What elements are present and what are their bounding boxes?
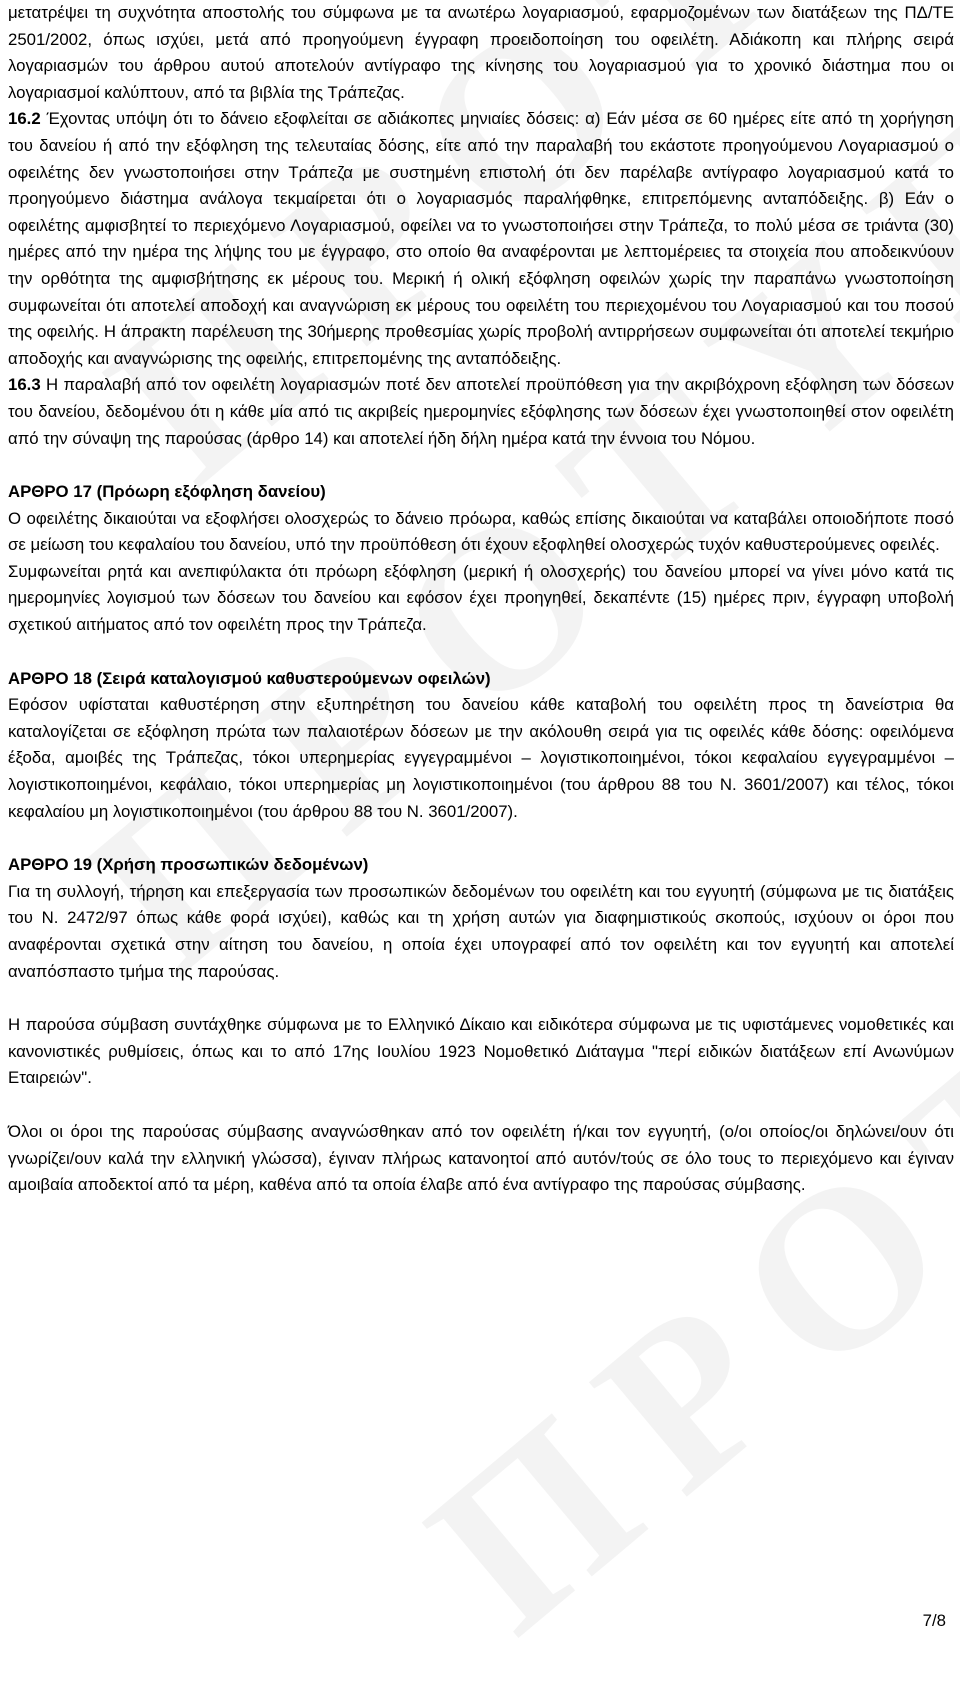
paragraph-16-2 <box>8 106 954 372</box>
article-17-heading: ΑΡΘΡΟ 17 (Πρόωρη εξόφληση δανείου) <box>8 482 326 502</box>
page-number: 7/8 <box>922 1611 946 1630</box>
article-18-heading: ΑΡΘΡΟ 18 (Σειρά καταλογισμού καθυστερούμενων οφειλών) <box>8 668 491 688</box>
paragraph-16-3 <box>8 372 954 452</box>
document-page <box>8 0 954 1199</box>
article-19-heading: ΑΡΘΡΟ 19 (Χρήση προσωπικών δεδομένων) <box>8 855 369 875</box>
clause-text: Έχοντας υπόψη ότι το δάνειο εξοφλείται σε αδιάκοπες μηνιαίες δόσεις: α) Εάν μέσα σε 60 ημέρες είτε από τη χορήγηση του δανείου ή από την εξόφληση της τελευταίας δόσης, είτε από την παραλαβή του εκάστοτε προηγούμενου Λογαριασμού ο οφειλέτης δεν γνωστοποιήσει στην Τράπεζα με συστημένη επιστολή ότι δεν παρέλαβε αντίγραφο λογαριασμού κατά το προηγούμενο διάστημα ανάλογα τεκμαίρεται ότι ο λογαριασμός παραλήφθηκε, επιτρεπόμενης ανταπόδειξης. β) Εάν ο οφειλέτης αμφισβητεί το περιεχόμενο Λογαριασμού, οφείλει να το γνωστοποιήσει στην Τράπεζα, το πολύ μέσα σε τριάντα (30) ημέρες από την ημέρα της λήψης του με έγγραφο, στο οποίο θα αναφέρονται με λεπτομέρειες τα στοιχεία που αποδεικνύουν την ορθότητα της αμφισβήτησης εκ μέρους του. Μερική ή ολική εξόφληση οφειλών χωρίς την παραπάνω γνωστοποίηση συμφωνείται ότι αποτελεί αποδοχή και αναγνώριση εκ μέρους του οφειλέτη του περιεχομένου του Λογαριασμού και του ποσού της οφειλής. Η άπρακτη παρέλευση της 30ήμερης προθεσμίας χωρίς προβολή αντιρρήσεων συμφωνείται ότι αποτελεί τεκμήριο αποδοχής και αναγνώρισης της οφειλής, επιτρεπομένης της ανταπόδειξης. <box>8 109 954 368</box>
clause-number: 16.2 <box>8 109 41 129</box>
article-17-paragraph: Ο οφειλέτης δικαιούται να εξοφλήσει ολοσχερώς το δάνειο πρόωρα, καθώς επίσης δικαιούται να καταβάλει οποιοδήποτε ποσό σε μείωση του κεφαλαίου του δανείου, υπό την προϋπόθεση ότι έχουν εξοφληθεί ολοσχερώς τυχόν καθυστερούμενες οφειλές. <box>8 508 954 555</box>
paragraph-16-1-continuation: μετατρέψει τη συχνότητα αποστολής του σύμφωνα με τα ανωτέρω λογαριασμού, εφαρμοζομένων των διατάξεων της ΠΔ/ΤΕ 2501/2002, όπως ισχύει, μετά από προηγούμενη έγγραφη προειδοποίηση του οφειλέτη. Αδιάκοπη και πλήρης σειρά λογαριασμών του άρθρου αυτού αποτελούν αντίγραφο της κίνησης του λογαριασμού για το χρονικό διάστημα που οι λογαριασμοί καλύπτουν, από τα βιβλία της Τράπεζας. <box>8 3 954 102</box>
closing-paragraph: Η παρούσα σύμβαση συντάχθηκε σύμφωνα με το Ελληνικό Δίκαιο και ειδικότερα σύμφωνα με τις υφιστάμενες νομοθετικές και κανονιστικές ρυθμίσεις, όπως και το από 17ης Ιουλίου 1923 Νομοθετικό Διάταγμα "περί ειδικών διατάξεων επί Ανωνύμων Εταιρειών". <box>8 1015 954 1088</box>
article-18-paragraph: Εφόσον υφίσταται καθυστέρηση στην εξυπηρέτηση του δανείου κάθε καταβολή του οφειλέτη προς τη δανείστρια θα καταλογίζεται σε εξόφληση πρώτα των παλαιοτέρων δόσεων με την ακόλουθη σειρά για τις οφειλές κάθε δόσης: οφειλόμενα έξοδα, αμοιβές της Τράπεζας, τόκοι υπερημερίας εγγεγραμμένοι – λογιστικοποιημένοι, τόκοι κεφαλαίου εγγεγραμμένοι – λογιστικοποιημένοι, κεφάλαιο, τόκοι υπερημερίας μη λογιστικοποιημένοι (του άρθρου 88 του Ν. 3601/2007) και τέλος, τόκοι κεφαλαίου μη λογιστικοποιημένοι (του άρθρου 88 του Ν. 3601/2007). <box>8 695 954 821</box>
article-19-paragraph: Για τη συλλογή, τήρηση και επεξεργασία των προσωπικών δεδομένων του οφειλέτη και του εγγυητή (σύμφωνα με τις διατάξεις του Ν. 2472/97 όπως κάθε φορά ισχύει), καθώς και τη χρήση αυτών για διαφημιστικούς σκοπούς, ισχύουν οι όροι που αναφέρονται σχετικά στην αίτηση του δανείου, η οποία έχει υπογραφεί από τον οφειλέτη και τον εγγυητή και αποτελεί αναπόσπαστο τμήμα της παρούσας. <box>8 881 954 981</box>
clause-text: Η παραλαβή από τον οφειλέτη λογαριασμών ποτέ δεν αποτελεί προϋπόθεση για την ακριβόχρονη εξόφληση των δόσεων του δανείου, δεδομένου ότι η κάθε μία από τις ακριβείς ημερομηνίες εξόφλησης των δόσεων έχει γνωστοποιηθεί στον οφειλέτη από την σύναψη της παρούσας (άρθρο 14) και αποτελεί ήδη δήλη ημέρα κατά την έννοια του Νόμου. <box>8 375 954 448</box>
article-17-paragraph: Συμφωνείται ρητά και ανεπιφύλακτα ότι πρόωρη εξόφληση (μερική ή ολοσχερής) του δανείου μπορεί να γίνει μόνο κατά τις ημερομηνίες λογισμού των δόσεων του δανείου και εφόσον έχει προηγηθεί, δεκαπέντε (15) ημέρες πριν, έγγραφη υποβολή σχετικού αιτήματος από τον οφειλέτη προς την Τράπεζα. <box>8 561 954 635</box>
clause-number: 16.3 <box>8 375 41 395</box>
closing-paragraph: Όλοι οι όροι της παρούσας σύμβασης αναγνώσθηκαν από τον οφειλέτη ή/και τον εγγυητή, (ο/οι οποίος/οι δηλώνει/ουν ότι γνωρίζει/ουν καλά την ελληνική γλώσσα), έγιναν πλήρως κατανοητοί από αυτόν/τούς σε όλο τους το περιεχόμενο και έγιναν αμοιβαία αποδεκτοί από τα μέρη, καθένα από τα οποία έλαβε από ένα αντίγραφο της παρούσας σύμβασης. <box>8 1121 954 1195</box>
